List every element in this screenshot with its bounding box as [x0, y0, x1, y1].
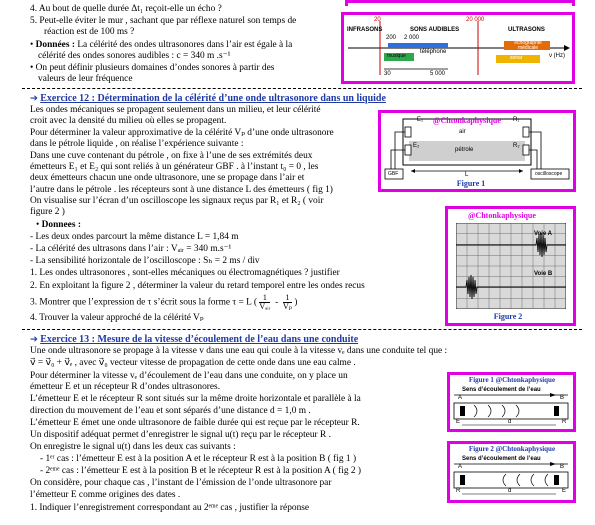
question-5-cont: réaction est de 100 ms ? — [44, 27, 135, 37]
tick-200: 200 — [386, 35, 397, 41]
top-figure-border-left — [345, 0, 348, 6]
ex13-text: l’émetteur E comme origines des dates . — [30, 490, 181, 500]
ex13-text: - 2ᵉᵐᵉ cas : l’émetteur E est à la position B et le récepteur R est à la position A ( fig 2 ) — [40, 466, 362, 476]
figure-title: Figure 1 @Chtonkaphysique — [468, 376, 556, 384]
e1-label: E₁ — [417, 117, 424, 123]
label-musique: musique — [387, 53, 406, 59]
ex13-text: Un dispositif adéquat permet d’enregistrer le signal u(t) reçu par le récepteur R . — [30, 430, 331, 440]
label-r: R — [456, 488, 461, 494]
ex13-text: Une onde ultrasonore se propage à la vitesse v dans une eau qui coule à la vitesse vₑ dans une conduite tel que : — [30, 346, 448, 356]
label-ultrasons: ULTRASONS — [508, 27, 545, 33]
tick-20: 20 — [374, 17, 381, 23]
gbf-label: GBF — [388, 171, 399, 177]
watermark: @Chtonkaphysique — [468, 211, 536, 220]
ex13-text: L’émetteur E émet une onde ultrasonore de faible durée qui est reçue par le récepteur R. — [30, 418, 360, 428]
bullet: • — [36, 220, 42, 230]
fraction-air — [259, 294, 270, 311]
ex12-data: - La sensibilité horizontale de l’oscilloscope : Sₕ = 2 ms / div — [30, 256, 260, 266]
exercise-13-heading: Exercice 13 : Mesure de la vitesse d’écoulement de l’eau dans une conduite — [40, 334, 359, 345]
question-4: 4. Au bout de quelle durée Δt₁ reçoit-elle un écho ? — [30, 4, 222, 14]
label-a: A — [458, 395, 463, 401]
fraction-num: 1 — [259, 294, 270, 303]
top-figure-border-right — [572, 0, 575, 6]
ex13-question: 1. Indiquer l’enregistrement correspondant au 2ᵉᵐᵉ cas , justifier la réponse — [30, 503, 310, 513]
ex12-figure-1 — [378, 110, 576, 192]
ex12-text: l’autre dans le pétrole . les récepteurs sont à une distance L des émetteurs ( fig 1) — [30, 185, 333, 195]
ex13-text: - 1ᵉʳ cas : l’émetteur E est à la position A et le récepteur R est à la position B ( fig 1 ) — [40, 454, 357, 464]
ex13-text: On considère, pour chaque cas , l’instant de l’émission de l’onde ultrasonore par — [30, 478, 332, 488]
figure-title: Figure 2 @Chtonkaphysique — [468, 445, 556, 453]
arrow-icon: ➔ — [30, 335, 38, 345]
label-echographie: échographie médicale — [514, 40, 542, 51]
label-d: d — [508, 419, 512, 425]
figure-caption: Figure 1 — [456, 179, 486, 188]
ex13-text: L’émetteur E et le récepteur R sont situés sur la même droite horizontale et parallèle à la — [30, 394, 361, 404]
fraction-den: Vₐᵢᵣ — [259, 302, 271, 311]
ex12-text: émetteurs E₁ et E₂ qui sont reliés à un générateur GBF . à l’instant t₀ = 0 , les — [30, 162, 319, 172]
ex12-question: 4. Trouver la valeur approché de la célérité Vₚ — [30, 313, 204, 323]
ex13-text: émetteur E et un récepteur R d’ondes ultrasonores. — [30, 382, 221, 392]
label-sonar: sonar — [510, 55, 523, 61]
ex12-question-3 — [30, 294, 297, 311]
ex13-text: Pour déterminer la vitesse vₑ d’écoulement de l’eau dans une conduite, on y place un — [30, 371, 348, 381]
donnees-text: La célérité des ondes ultrasonores dans l’air est égale à la — [74, 40, 293, 50]
label-b: B — [560, 395, 565, 401]
ex13-text: v⃗ = v⃗₀ + v⃗ₑ , avec v⃗₀ vecteur vitesse de propagation de cette onde dans une eau calme . — [30, 358, 356, 368]
minus-sign: - — [272, 297, 281, 308]
bullet: • — [30, 63, 36, 73]
tick-20000: 20 000 — [466, 17, 485, 23]
bullet-2-line-cont: valeurs de leur fréquence — [38, 74, 133, 84]
fraction-num: 1 — [283, 294, 292, 303]
pipe-diagram-2 — [450, 462, 573, 502]
air-label: air — [459, 129, 466, 135]
ex12-donnees-line — [36, 220, 81, 231]
bullet-2-line — [30, 63, 274, 74]
petrole-label: pétrole — [455, 147, 474, 153]
ex12-question: 1. Les ondes ultrasonores , sont-elles mécaniques ou électromagnétiques ? justifier — [30, 268, 340, 278]
ex12-figure-2 — [445, 206, 576, 326]
donnees-label: Données : — [35, 40, 75, 50]
fraction-den: Vₚ — [282, 302, 292, 311]
ex12-text: Pour déterminer la valeur approximative de la célérité Vₚ d’une onde ultrasonore — [30, 128, 334, 138]
oscilloscope-label: oscilloscope — [535, 171, 563, 177]
fraction-petrole — [283, 294, 292, 311]
label-a: A — [458, 464, 463, 470]
label-b: B — [560, 464, 565, 470]
label-audibles: SONS AUDIBLES — [410, 27, 460, 33]
bullet-2-text: On peut définir plusieurs domaines d’ondes sonores à partir des — [35, 63, 275, 73]
ex13-figure-1 — [447, 372, 576, 432]
ex12-question: 2. En exploitant la figure 2 , déterminer la valeur du retard temporel entre les ondes recus — [30, 281, 365, 291]
tick-2000: 2 000 — [404, 35, 420, 41]
r1-label: R₁ — [513, 117, 520, 123]
label-infrasons: INFRASONS — [347, 27, 383, 33]
voie-b-label: Voie B — [534, 271, 553, 277]
ex12-text: Dans une cuve contenant du pétrole , on fixe à l’une de ses extrémités deux — [30, 151, 313, 161]
distance-label: L — [465, 172, 469, 178]
ex12-donnees-label: Donnees : — [41, 220, 81, 230]
label-e: E — [456, 419, 461, 425]
close-paren: ) — [294, 297, 298, 308]
ex13-text: direction du mouvement de l’eau et sont séparés d’une distance d = 1,0 m . — [30, 406, 311, 416]
exercise-12-title — [30, 93, 386, 105]
tick-30: 30 — [384, 71, 391, 77]
label-r: R — [562, 419, 567, 425]
watermark: @Chtonkaphysique — [433, 116, 501, 125]
ex13-text: On enregistre le signal u(t) dans les deux cas suivants : — [30, 442, 236, 452]
unit-label: ν (Hz) — [549, 53, 565, 59]
figure-caption: Figure 2 — [493, 312, 523, 321]
q3-text: 3. Montrer que l’expression de τ s’écrit sous la forme τ = L ( — [30, 297, 257, 308]
tick-5000: 5 000 — [430, 71, 446, 77]
bullet: • — [30, 40, 36, 50]
top-figure-border — [345, 0, 575, 3]
flow-label: Sens d’écoulement de l’eau — [462, 456, 541, 462]
ex12-text: Les ondes mécaniques se propagent seulement dans un milieu, et leur célérité — [30, 105, 321, 115]
r2-label: R₂ — [513, 143, 520, 149]
donnees-line-2: célérité des ondes sonores audibles : c = 340 m .s⁻¹ — [38, 51, 231, 61]
pipe-diagram-1 — [450, 393, 573, 433]
sound-spectrum-figure — [341, 12, 575, 84]
ex12-data: - Les deux ondes parcourt la même distance L = 1,84 m — [30, 232, 239, 242]
ex12-text: croit avec la densité du milieu où elles se propagent. — [30, 116, 227, 126]
ex12-text: dans le pétrole liquide , on réalise l’expérience suivante : — [30, 139, 244, 149]
ex12-data: - La célérité des ultrasons dans l’air : Vₐᵢᵣ = 340 m.s⁻¹ — [30, 244, 232, 254]
exercise-12-heading: Exercice 12 : Détermination de la célérité d’une onde ultrasonore dans un liquide — [40, 93, 386, 104]
separator — [22, 88, 582, 89]
e2-label: E₂ — [413, 143, 420, 149]
label-d: d — [508, 488, 512, 494]
donnees-line — [30, 40, 292, 51]
separator — [22, 329, 582, 330]
label-telephone: téléphone — [420, 49, 447, 55]
ex12-text: deux émetteurs chacun une onde ultrasonore, une se propage dans l’air et — [30, 173, 305, 183]
label-e: E — [562, 488, 567, 494]
arrow-icon: ➔ — [30, 94, 38, 104]
flow-label: Sens d’écoulement de l’eau — [462, 387, 541, 393]
ex12-text: On visualise sur l’écran d’un oscilloscope les signaux reçus par R₁ et R₂ ( voir — [30, 196, 324, 206]
ex13-figure-2 — [447, 441, 576, 503]
voie-a-label: Voie A — [534, 231, 553, 237]
ex12-text: figure 2 ) — [30, 207, 65, 217]
exercise-13-title — [30, 334, 358, 346]
question-5: 5. Peut-elle éviter le mur , sachant que par réflexe naturel son temps de — [30, 16, 297, 26]
